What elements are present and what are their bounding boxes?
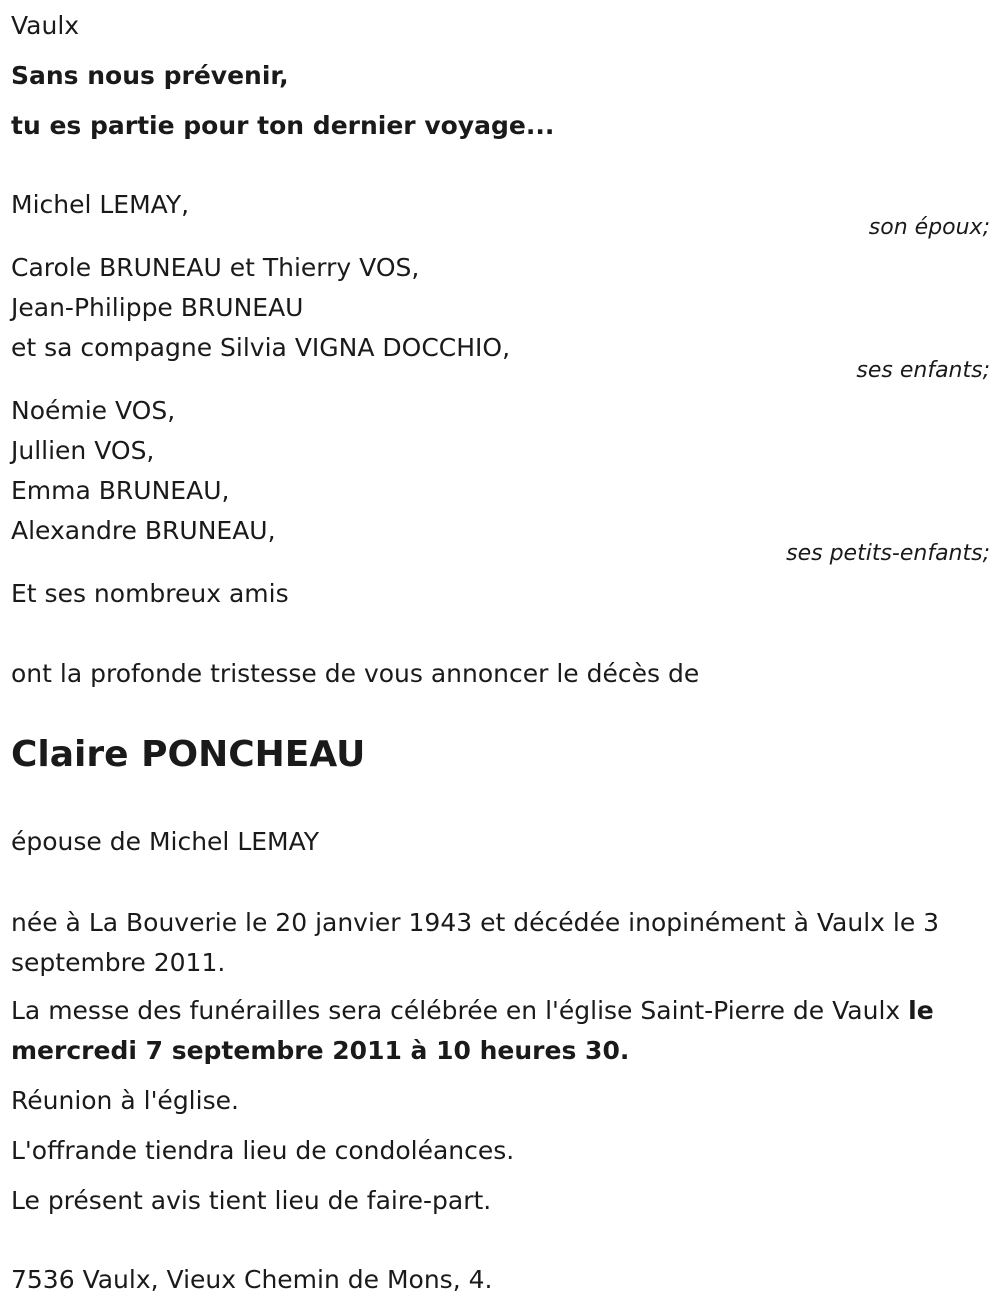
grandchildren-role: ses petits-enfants; [786,541,990,566]
grandchild-name: Alexandre BRUNEAU, [11,516,276,545]
verse-line-2: tu es partie pour ton dernier voyage... [11,111,555,140]
child-name: et sa compagne Silvia VIGNA DOCCHIO, [11,333,511,362]
place-header: Vaulx [11,11,80,40]
funeral-datetime: le mercredi 7 septembre 2011 à 10 heures 30. [11,996,934,1065]
spouse-of-line: épouse de Michel LEMAY [11,827,320,856]
deceased-name: Claire PONCHEAU [11,734,366,775]
spouse-role: son époux; [868,215,990,240]
grandchild-name: Emma BRUNEAU, [11,476,230,505]
announcement-intro: ont la profonde tristesse de vous annoncer le décès de [11,659,700,688]
funeral-info [11,991,986,1071]
child-name: Carole BRUNEAU et Thierry VOS, [11,253,420,282]
funeral-text: La messe des funérailles sera célébrée en l'église Saint-Pierre de Vaulx [11,996,909,1025]
notice-info: Le présent avis tient lieu de faire-part. [11,1186,492,1215]
grandchild-name: Noémie VOS, [11,396,176,425]
friends-line: Et ses nombreux amis [11,579,289,608]
verse-line-1: Sans nous prévenir, [11,61,289,90]
birth-death-info: née à La Bouverie le 20 janvier 1943 et décédée inopinément à Vaulx le 3 septembre 2011. [11,908,940,977]
child-name: Jean-Philippe BRUNEAU [11,293,304,322]
spouse-name: Michel LEMAY, [11,190,190,219]
meeting-info: Réunion à l'église. [11,1086,239,1115]
address: 7536 Vaulx, Vieux Chemin de Mons, 4. [11,1265,493,1294]
offering-info: L'offrande tiendra lieu de condoléances. [11,1136,515,1165]
children-role: ses enfants; [856,358,990,383]
grandchild-name: Jullien VOS, [11,436,155,465]
